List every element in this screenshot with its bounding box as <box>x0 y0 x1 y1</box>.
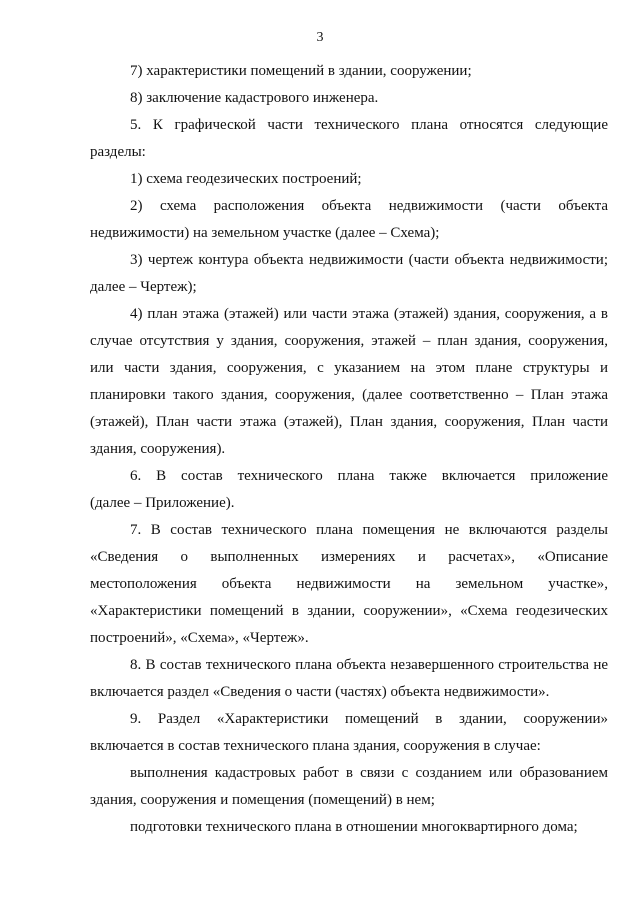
text-line: «Сведения о выполненных измерениях и расчетах», «Описание <box>90 549 608 565</box>
text-line: далее – Чертеж); <box>90 279 197 295</box>
text-line: 7. В состав технического плана помещения не включаются разделы <box>130 522 608 538</box>
text-line: или части здания, сооружения, с указанием на этом плане структуры и <box>90 360 608 376</box>
text-line: 2) схема расположения объекта недвижимости (части объекта <box>130 198 608 214</box>
text-line: 5. К графической части технического плана относятся следующие <box>130 117 608 133</box>
text-line: 4) план этажа (этажей) или части этажа (этажей) здания, сооружения, а в <box>130 306 608 322</box>
text-line: случае отсутствия у здания, сооружения, этажей – план здания, сооружения, <box>90 333 608 349</box>
text-line: местоположения объекта недвижимости на земельном участке», <box>90 576 608 592</box>
text-line: выполнения кадастровых работ в связи с созданием или образованием <box>130 765 608 781</box>
text-line: (далее – Приложение). <box>90 495 235 511</box>
text-line: планировки такого здания, сооружения, (далее соответственно – План этажа <box>90 387 608 403</box>
text-line: разделы: <box>90 144 146 160</box>
text-line: 1) схема геодезических построений; <box>130 171 362 187</box>
text-line: подготовки технического плана в отношении многоквартирного дома; <box>130 819 578 835</box>
text-line: недвижимости) на земельном участке (далее – Схема); <box>90 225 440 241</box>
text-line: 7) характеристики помещений в здании, сооружении; <box>130 63 472 79</box>
text-line: здания, сооружения). <box>90 441 226 457</box>
page-number: 3 <box>316 30 324 45</box>
text-line: 9. Раздел «Характеристики помещений в здании, сооружении» <box>130 711 608 727</box>
text-line: 8. В состав технического плана объекта незавершенного строительства не <box>130 657 608 673</box>
text-line: построений», «Схема», «Чертеж». <box>90 630 309 646</box>
text-line: 6. В состав технического плана также включается приложение <box>130 468 608 484</box>
text-line: (этажей), План части этажа (этажей), План здания, сооружения, План части <box>90 414 608 430</box>
text-line: здания, сооружения и помещения (помещений) в нем; <box>90 792 435 808</box>
text-line: 3) чертеж контура объекта недвижимости (части объекта недвижимости; <box>130 252 608 268</box>
text-line: включается в состав технического плана здания, сооружения в случае: <box>90 738 541 754</box>
text-line: «Характеристики помещений в здании, сооружении», «Схема геодезических <box>90 603 608 619</box>
text-line: 8) заключение кадастрового инженера. <box>130 90 379 106</box>
text-line: включается раздел «Сведения о части (частях) объекта недвижимости». <box>90 684 550 700</box>
